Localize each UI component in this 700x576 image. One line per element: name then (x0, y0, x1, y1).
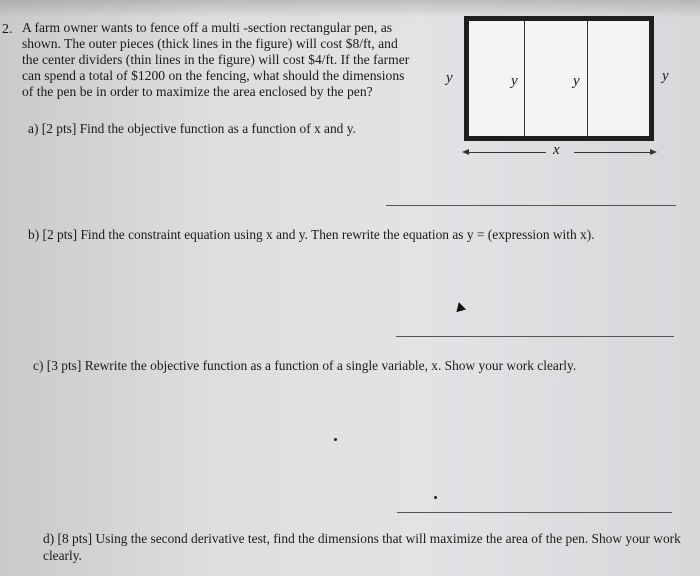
figure-label-y-inner-2: y (573, 73, 580, 89)
arrow-right-line (574, 152, 652, 153)
pen-figure (440, 10, 680, 165)
problem-line: of the pen be in order to maximize the area enclosed by the pen? (22, 84, 373, 99)
pen-divider-1 (524, 21, 525, 136)
part-d-text: Using the second derivative test, find the dimensions that will maximize the area of the pen. Show your work clearly. (43, 531, 681, 563)
problem-line: A farm owner wants to fence off a multi -section rectangular pen, as (22, 20, 393, 35)
part-a-question (28, 120, 356, 137)
part-b-text: Find the constraint equation using x and y. Then rewrite the equation as y = (expression with x). (80, 227, 595, 242)
paper-speck (334, 438, 337, 441)
part-a-text: Find the objective function as a function of x and y. (79, 121, 356, 136)
figure-label-y-inner-1: y (511, 73, 518, 89)
pen-rectangle (464, 16, 654, 141)
figure-label-y-left: y (446, 70, 453, 86)
arrow-right-head (650, 149, 657, 155)
arrow-left-line (468, 152, 546, 153)
answer-line-b (396, 336, 674, 337)
part-c-points: [3 pts] (46, 358, 82, 373)
part-b-question (28, 226, 595, 243)
mouse-cursor-icon (454, 301, 466, 312)
problem-line: can spend a total of $1200 on the fencing, what should the dimensions (22, 68, 405, 83)
part-d-label: d) (43, 531, 55, 546)
figure-label-x: x (553, 142, 560, 158)
part-c-question (33, 357, 576, 374)
pen-divider-2 (587, 21, 588, 136)
part-d-question (43, 530, 683, 564)
problem-number: 2. (2, 22, 13, 37)
answer-line-c (397, 512, 672, 513)
part-a-label: a) (28, 121, 39, 136)
part-b-label: b) (28, 227, 40, 242)
problem-statement (22, 20, 432, 100)
part-a-points: [2 pts] (41, 121, 77, 136)
figure-label-y-right: y (662, 68, 669, 84)
part-c-label: c) (33, 358, 44, 373)
problem-line: the center dividers (thin lines in the figure) will cost $4/ft. If the farmer (22, 52, 410, 67)
part-c-text: Rewrite the objective function as a function of a single variable, x. Show your work clearly. (84, 358, 577, 373)
paper-speck (434, 496, 437, 499)
part-d-points: [8 pts] (57, 531, 93, 546)
answer-line-a (386, 205, 676, 206)
part-b-points: [2 pts] (42, 227, 78, 242)
problem-line: shown. The outer pieces (thick lines in the figure) will cost $8/ft, and (22, 36, 398, 51)
